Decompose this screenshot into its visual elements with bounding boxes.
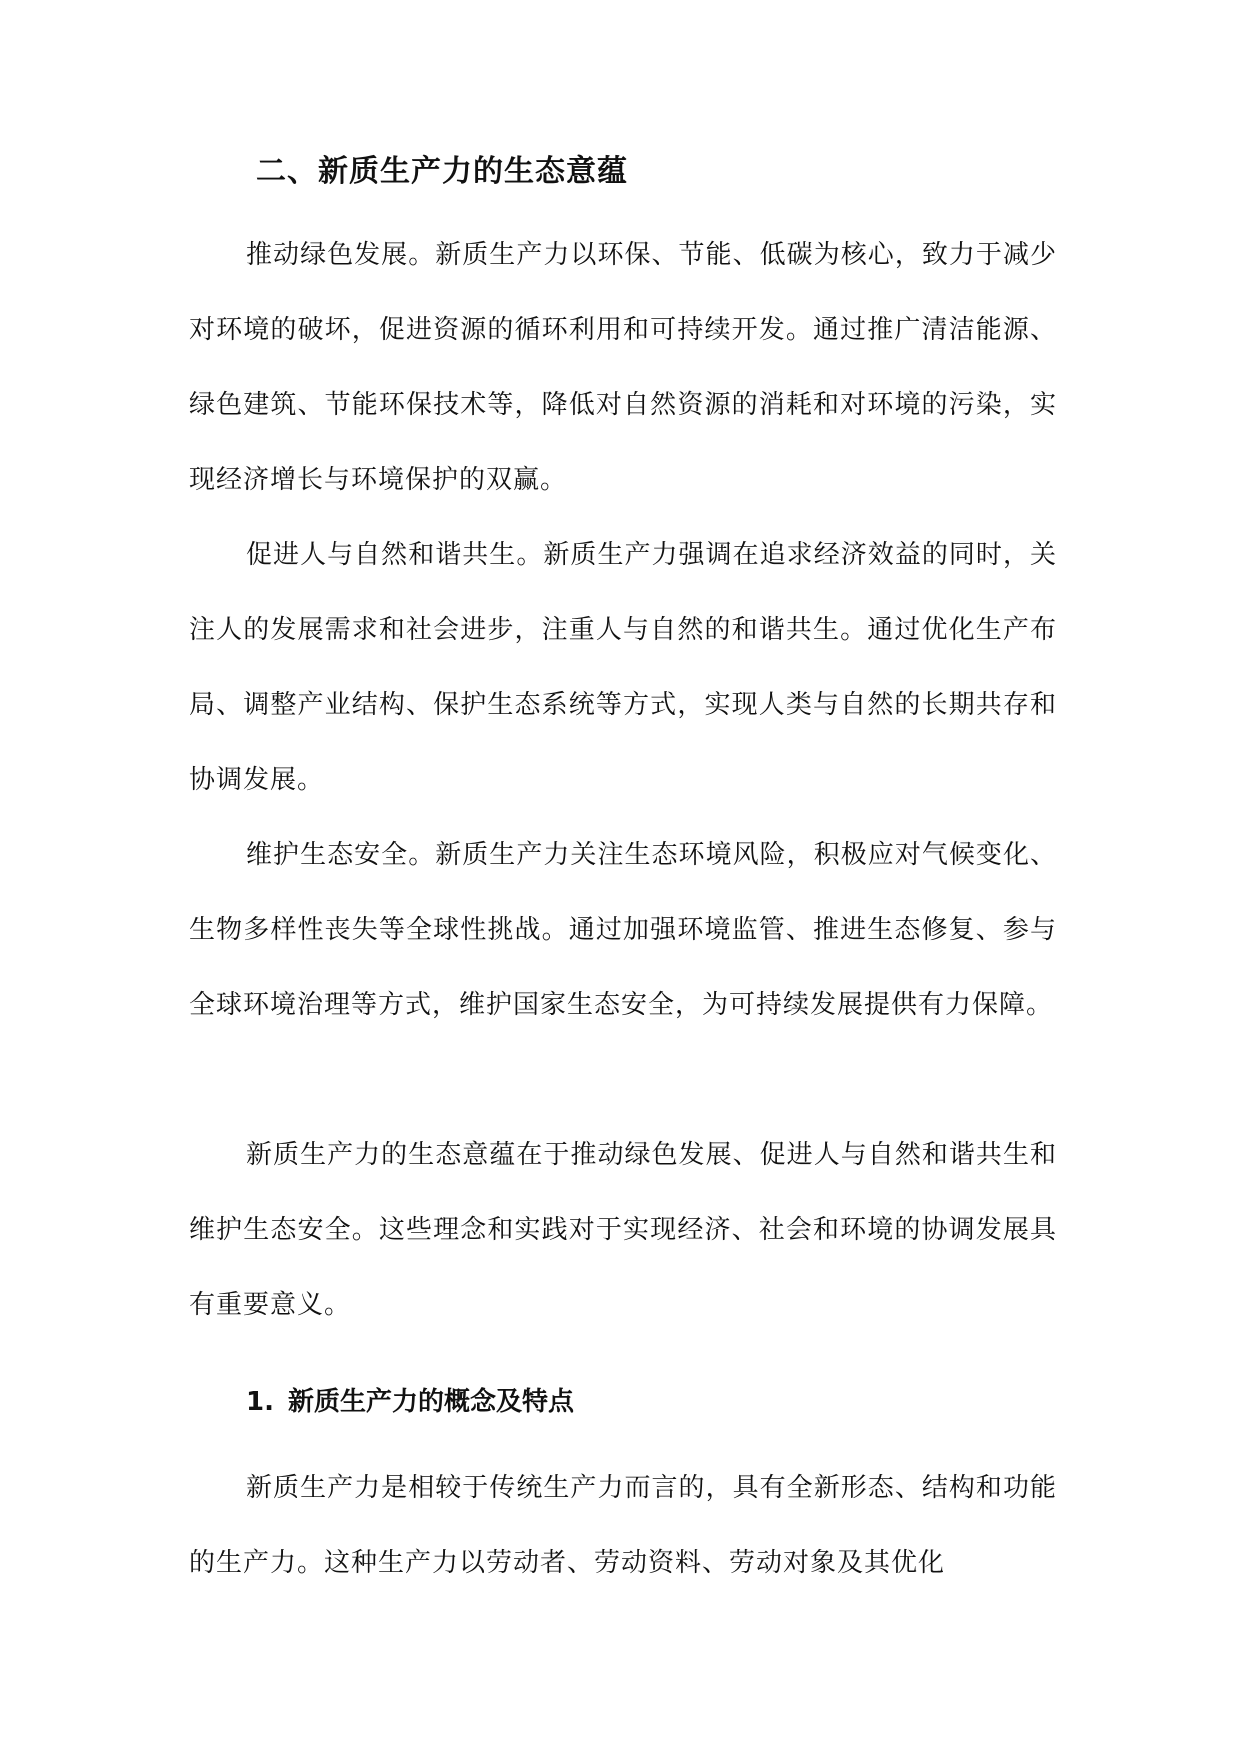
- paragraph-harmony-with-nature: 促进人与自然和谐共生。新质生产力强调在追求经济效益的同时，关注人的发展需求和社会进步，注重人与自然的和谐共生。通过优化生产布局、调整产业结构、保护生态系统等方式，实现人类与自然的长期共存和协调发展。: [189, 540, 1057, 795]
- section-heading: 二、新质生产力的生态意蕴: [256, 154, 628, 189]
- subsection-number: 1.: [246, 1387, 274, 1417]
- paragraph-ecological-security: 维护生态安全。新质生产力关注生态环境风险，积极应对气候变化、生物多样性丧失等全球性挑战。通过加强环境监管、推进生态修复、参与全球环境治理等方式，维护国家生态安全，为可持续发展提供有力保障。: [189, 840, 1057, 1020]
- paragraph-summary: 新质生产力的生态意蕴在于推动绿色发展、促进人与自然和谐共生和维护生态安全。这些理念和实践对于实现经济、社会和环境的协调发展具有重要意义。: [189, 1140, 1057, 1320]
- subsection-title: 新质生产力的概念及特点: [287, 1387, 574, 1417]
- paragraph-concept: 新质生产力是相较于传统生产力而言的，具有全新形态、结构和功能的生产力。这种生产力以劳动者、劳动资料、劳动对象及其优化: [189, 1473, 1057, 1578]
- paragraph-green-development: 推动绿色发展。新质生产力以环保、节能、低碳为核心，致力于减少对环境的破坏，促进资源的循环利用和可持续开发。通过推广清洁能源、绿色建筑、节能环保技术等，降低对自然资源的消耗和对环境的污染，实现经济增长与环境保护的双赢。: [189, 240, 1057, 495]
- subsection-heading: [246, 1380, 574, 1424]
